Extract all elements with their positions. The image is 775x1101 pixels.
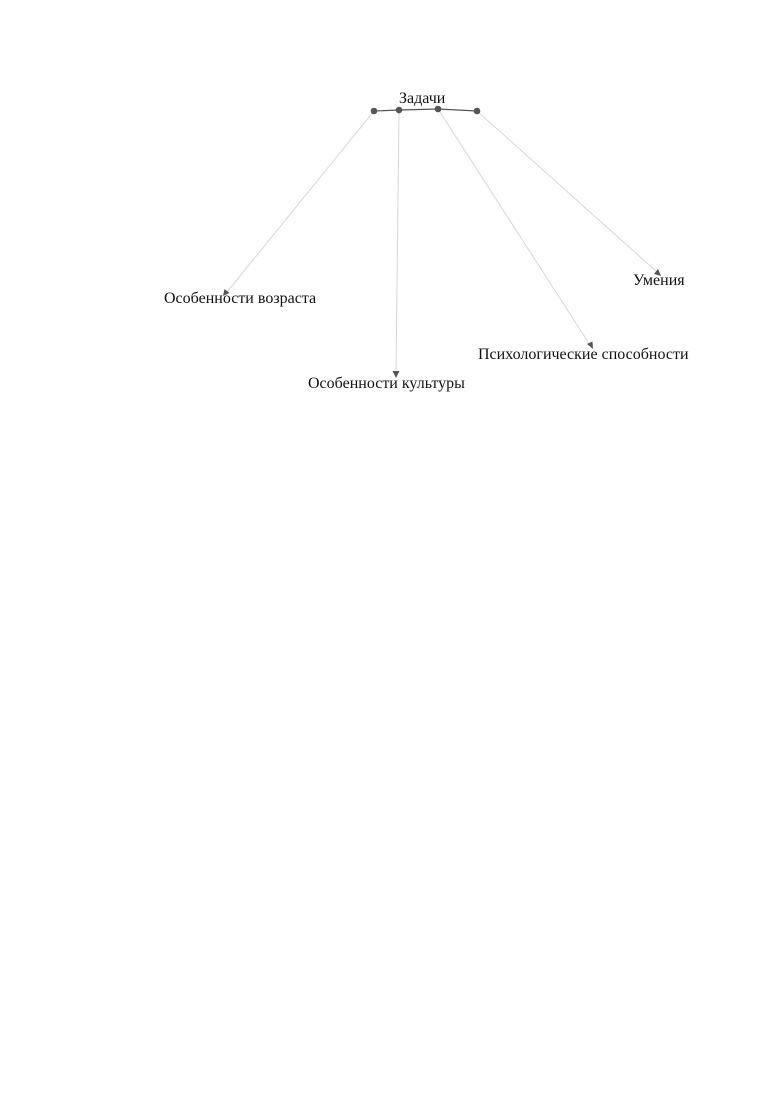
node-label-skills: Умения (633, 272, 685, 289)
edge-root-to-age (227, 111, 374, 292)
connector-dot (474, 108, 481, 115)
node-label-psych: Психологические способности (478, 346, 689, 363)
edge-root-to-culture (396, 110, 399, 373)
node-label-culture: Особенности культуры (308, 375, 465, 392)
node-label-age: Особенности возраста (164, 290, 317, 307)
root-connector-bar (374, 109, 477, 111)
connector-dot (371, 108, 378, 115)
root-node-label: Задачи (399, 90, 446, 107)
edge-root-to-skills (477, 111, 657, 272)
